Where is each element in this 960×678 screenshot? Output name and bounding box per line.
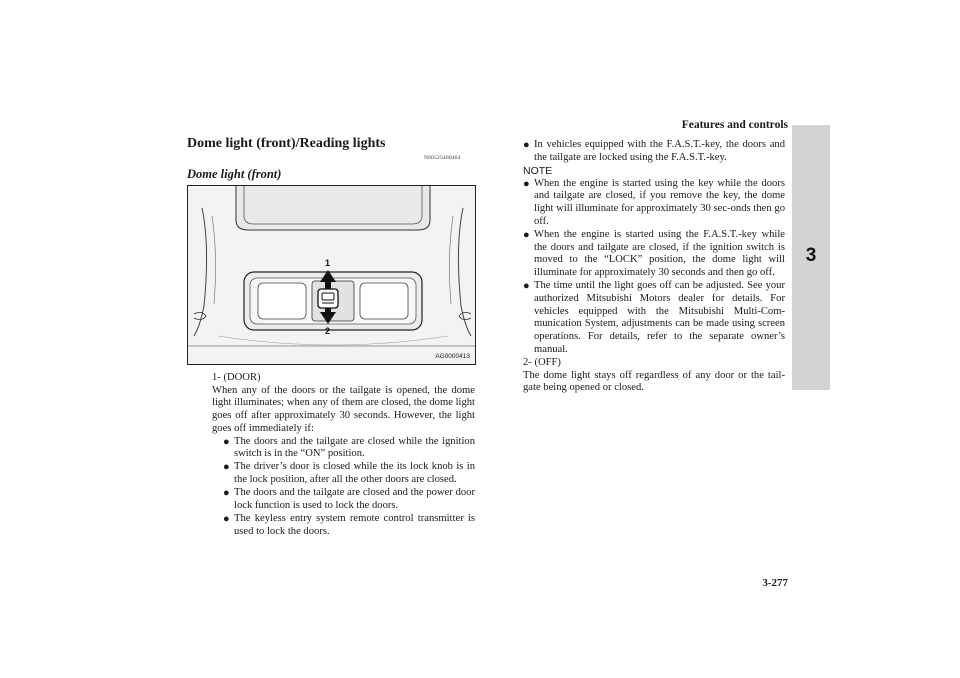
off-position-text: The dome light stays off regardless of any door or the tail-gate being opened or closed. <box>523 369 785 394</box>
bullet-icon: ● <box>523 139 530 151</box>
figure-label-2: 2 <box>325 326 331 336</box>
bullet-icon: ● <box>523 177 530 190</box>
bullet-icon: ● <box>523 280 530 293</box>
door-conditions-list <box>223 436 475 539</box>
bullet-icon: ● <box>223 435 230 448</box>
list-item: ● The driver’s door is closed while the its lock knob is in the lock position, after all the other doors are closed. <box>223 461 475 486</box>
page-header-title: Features and controls <box>681 119 788 131</box>
list-item: ● The doors and the tailgate are closed while the ignition switch is in the “ON” position. <box>223 435 475 460</box>
continued-conditions-list <box>523 139 785 164</box>
figure-labels <box>188 186 476 365</box>
bullet-icon: ● <box>523 228 530 241</box>
dome-light-figure <box>187 185 476 365</box>
off-position-label: 2- (OFF) <box>523 356 561 368</box>
figure-code: AG0000413 <box>435 353 470 360</box>
note-block <box>523 165 785 357</box>
list-item: ● The doors and the tailgate are closed and the power door lock function is used to lock the doors. <box>223 487 475 512</box>
chapter-tab-number: 3 <box>805 245 817 266</box>
bullet-icon: ● <box>223 461 230 474</box>
list-item: ● When the engine is started using the key while the doors and tailgate are closed, if you remove the key, the dome light will illuminate for approximately 30 sec-onds then go off. <box>523 177 785 227</box>
subsection-title: Dome light (front) <box>187 167 282 181</box>
section-title: Dome light (front)/Reading lights <box>187 136 386 151</box>
note-list <box>523 178 785 357</box>
note-label: NOTE <box>523 164 553 177</box>
section-code: N00525400404 <box>424 155 461 161</box>
figure-label-1: 1 <box>325 258 331 268</box>
page-number: 3-277 <box>762 577 788 589</box>
bullet-icon: ● <box>223 487 230 500</box>
list-item: ● The keyless entry system remote control transmitter is used to lock the doors. <box>223 513 475 537</box>
bullet-icon: ● <box>223 513 230 526</box>
door-position-text: When any of the doors or the tailgate is opened, the dome light illuminates; when any of them are closed, the dome light goes off after approximately 30 seconds. However, the light goes off immediately if: <box>212 384 475 434</box>
right-column <box>523 139 785 395</box>
door-position-label: 1- (DOOR) <box>212 372 261 383</box>
list-item: ● In vehicles equipped with the F.A.S.T.-key, the doors and the tailgate are locked using the F.A.S.T.-key. <box>523 139 785 163</box>
list-item: ● When the engine is started using the F.A.S.T.-key while the doors and tailgate are closed, if the ignition switch is moved to the “LOCK” position, the dome light will illuminate for approximately 30 seconds and then go off. <box>523 228 785 279</box>
left-column <box>212 372 475 539</box>
list-item: ● The time until the light goes off can be adjusted. See your authorized Mitsubishi Motors dealer for details. For vehicles equipped with the Mitsubishi Multi-Com-munication System, adjustments can be made using screen operations. For details, refer to the separate owner’s manual. <box>523 280 785 355</box>
chapter-tab <box>792 125 830 390</box>
